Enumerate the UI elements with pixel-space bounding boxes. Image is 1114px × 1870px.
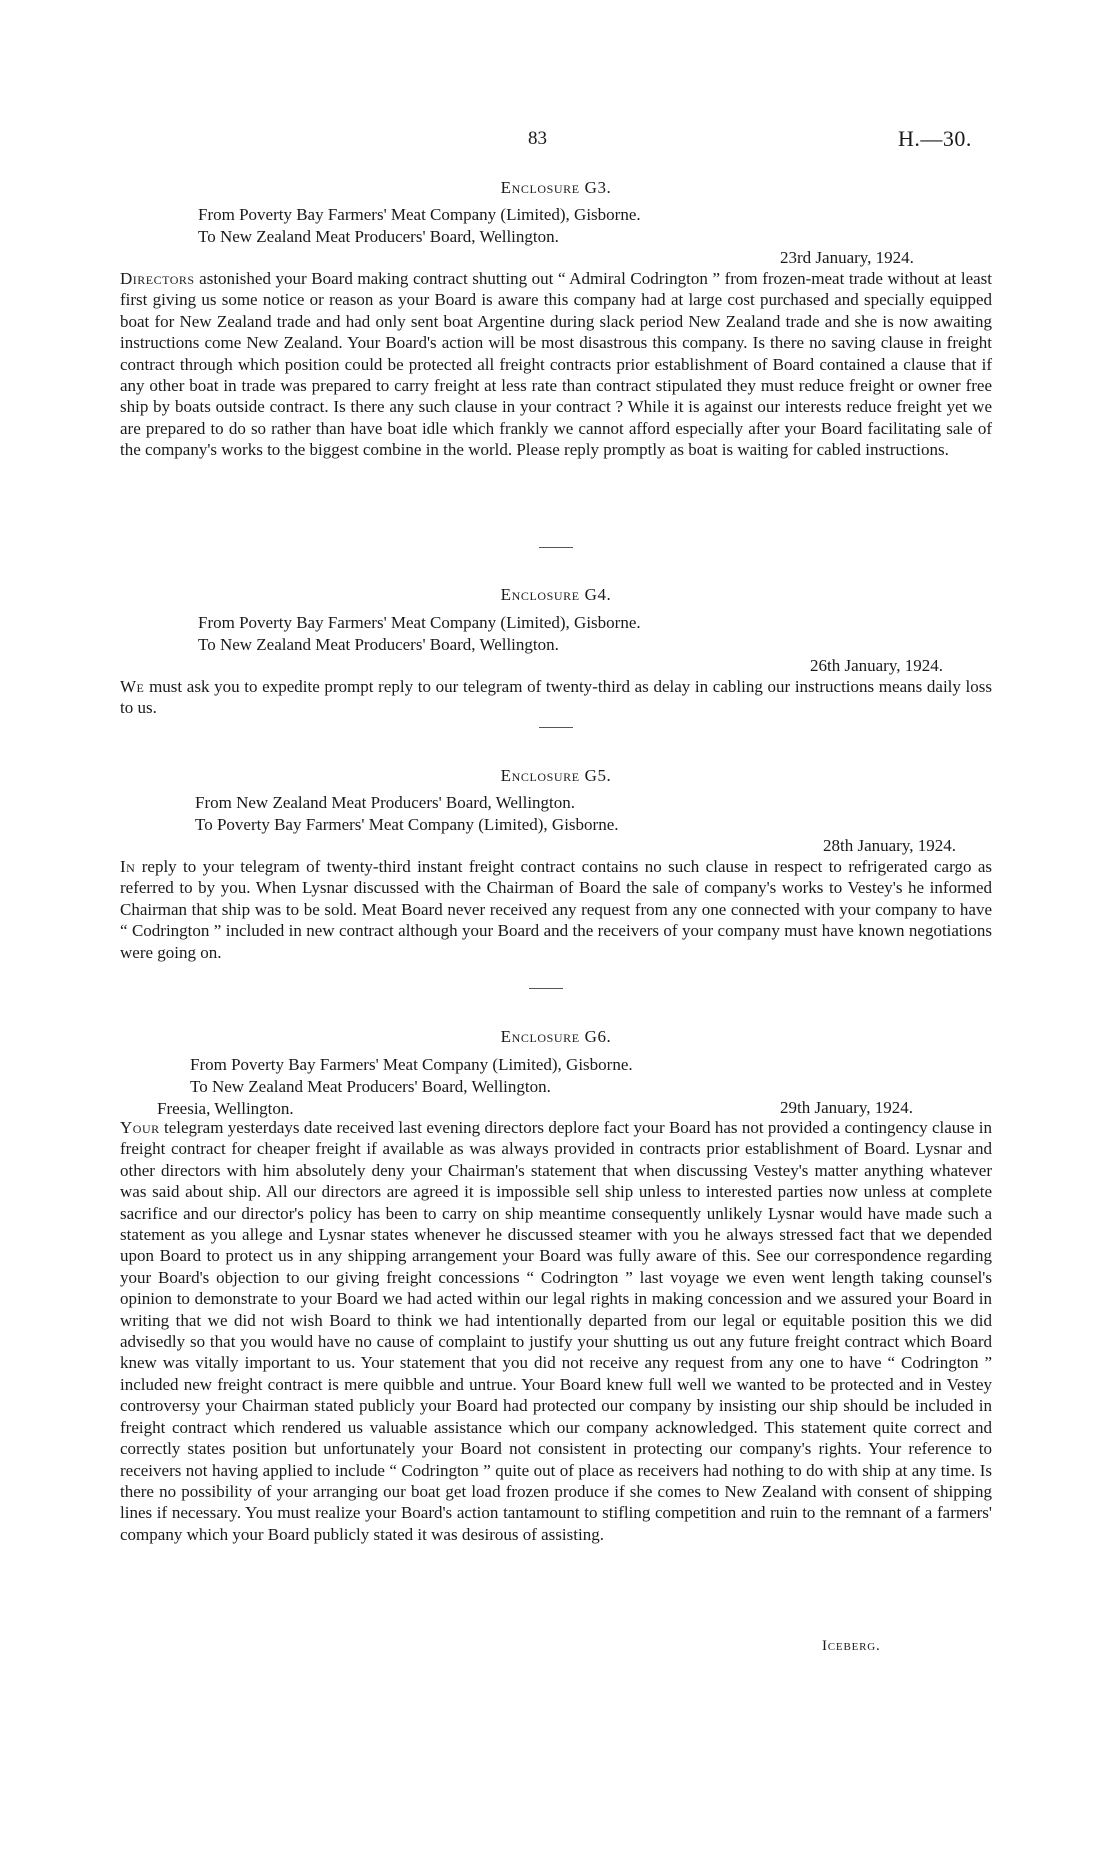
enclosure-g3-to: To New Zealand Meat Producers' Board, Wellington.: [198, 227, 559, 246]
enclosure-g4-to: To New Zealand Meat Producers' Board, Wellington.: [198, 635, 559, 654]
enclosure-g5-body-text: reply to your telegram of twenty-third instant freight contract contains no such clause in respect to refrigerated cargo as referred to by you. When Lysnar discussed with the Chairman of Board the sale of company's works to Vestey's he informed Chairman that ship was to be sold. Meat Board never received any request from any one connected with your company to have “ Codrington ” included in new contract although your Board and the receivers of your company must have known negotiations were going on.: [120, 857, 993, 962]
section-divider: [539, 547, 573, 548]
enclosure-g4-body: [120, 676, 992, 719]
enclosure-g6-body-text: telegram yesterdays date received last evening directors deplore fact your Board has not provided a contingency clause in freight contract for cheaper freight if available as was always provided in contracts prior establishment of Board. Lysnar and other directors with him absolutely deny your Chairman's statement that when discussing Vestey's matter anything whatever was said about ship. All our directors are agreed it is impossible sell ship unless to interested parties now unless at complete sacrifice and our director's policy has been to carry on ship meantime consequently unlikely Lysnar would have made such a statement as you allege and Lysnar states whenever he discussed steamer with you he always stressed fact that we depended upon Board to protect us in any shipping arrangement your Board was fully aware of this. See our correspondence regarding your Board's objection to our giving freight concessions “ Codrington ” last voyage we even went length taking counsel's opinion to demonstrate to your Board we had acted within our legal rights in making concession and we assured your Board in writing that we did not wish Board to think we had intentionally departed from our legal or equitable position this we did advisedly so that you would have no cause of complaint to justify your shutting us out any future freight contract which Board knew was vitally important to us. Your statement that you did not receive any request from any one to have “ Codrington ” included new freight contract is mere quibble and untrue. Your Board knew full well we wanted to be protected and in Vestey controversy your Chairman stated publicly your Board had protected our company by insisting our ship should be included in freight contract which rendered us valuable assistance which our company acknowledged. This statement quite correct and correctly states position but unfortunately your Board not consistent in protecting our company's rights. Your reference to receivers not having applied to include “ Codrington ” quite out of place as receivers had nothing to do with ship at any time. Is there no possibility of your arranging our boat get load frozen produce if she comes to New Zealand with consent of shipping lines if necessary. You must realize your Board's action tantamount to stifling competition and ruin to the remnant of a farmers' company which your Board publicly stated it was desirous of assisting.: [120, 1118, 993, 1544]
enclosure-g6-heading: Enclosure G6.: [500, 1027, 612, 1046]
enclosure-g5-to: To Poverty Bay Farmers' Meat Company (Limited), Gisborne.: [195, 815, 619, 834]
enclosure-g4-lead-word: We: [120, 677, 145, 696]
enclosure-g3-heading: Enclosure G3.: [500, 178, 612, 197]
enclosure-g3-body-text: astonished your Board making contract shutting out “ Admiral Codrington ” from frozen-meat trade without at least first giving us some notice or reason as your Board is aware this company had at large cost purchased and specially equipped boat for New Zealand trade and had only sent boat Argentine during slack period New Zealand trade and she is now awaiting instructions come New Zealand. Your Board's action will be most disastrous this company. Is there no saving clause in freight contract through which position could be protected all freight contracts prior establishment of Board contained a clause that if any other boat in trade was prepared to carry freight at less rate than contract stipulated they must reduce freight or owner free ship by boats outside contract. Is there any such clause in your contract ? While it is against our interests reduce freight yet we are prepared to do so rather than have boat idle which frankly we cannot afford especially after your Board facilitating sale of the company's works to the biggest combine in the world. Please reply promptly as boat is waiting for cabled instructions.: [120, 269, 992, 460]
enclosure-g5-heading: Enclosure G5.: [500, 766, 612, 785]
page-number: 83: [528, 128, 547, 149]
enclosure-g3-date: 23rd January, 1924.: [780, 248, 914, 267]
enclosure-g5-date: 28th January, 1924.: [823, 836, 956, 855]
enclosure-g6-place: Freesia, Wellington.: [157, 1099, 294, 1118]
enclosure-g5-body: [120, 856, 992, 963]
section-divider: [529, 988, 563, 989]
enclosure-g6-date: 29th January, 1924.: [780, 1098, 913, 1117]
enclosure-g4-body-text: must ask you to expedite prompt reply to our telegram of twenty-third as delay in cabling our instructions means daily loss to us.: [120, 677, 993, 718]
enclosure-g3-from: From Poverty Bay Farmers' Meat Company (Limited), Gisborne.: [198, 205, 641, 224]
enclosure-g6-signature: Iceberg.: [822, 1638, 881, 1654]
enclosure-g5-from: From New Zealand Meat Producers' Board, Wellington.: [195, 793, 576, 812]
enclosure-g5-lead-word: In: [120, 857, 136, 876]
section-divider: [539, 727, 573, 728]
enclosure-g4-heading: Enclosure G4.: [500, 585, 612, 604]
enclosure-g6-lead-word: Your: [120, 1118, 160, 1137]
enclosure-g3-body: [120, 268, 992, 461]
enclosure-g6-body: [120, 1117, 992, 1545]
enclosure-g6-from: From Poverty Bay Farmers' Meat Company (Limited), Gisborne.: [190, 1055, 633, 1074]
enclosure-g4-from: From Poverty Bay Farmers' Meat Company (Limited), Gisborne.: [198, 613, 641, 632]
document-reference: H.—30.: [898, 126, 972, 151]
enclosure-g6-to: To New Zealand Meat Producers' Board, Wellington.: [190, 1077, 551, 1096]
enclosure-g3-lead-word: Directors: [120, 269, 195, 288]
enclosure-g4-date: 26th January, 1924.: [810, 656, 943, 675]
